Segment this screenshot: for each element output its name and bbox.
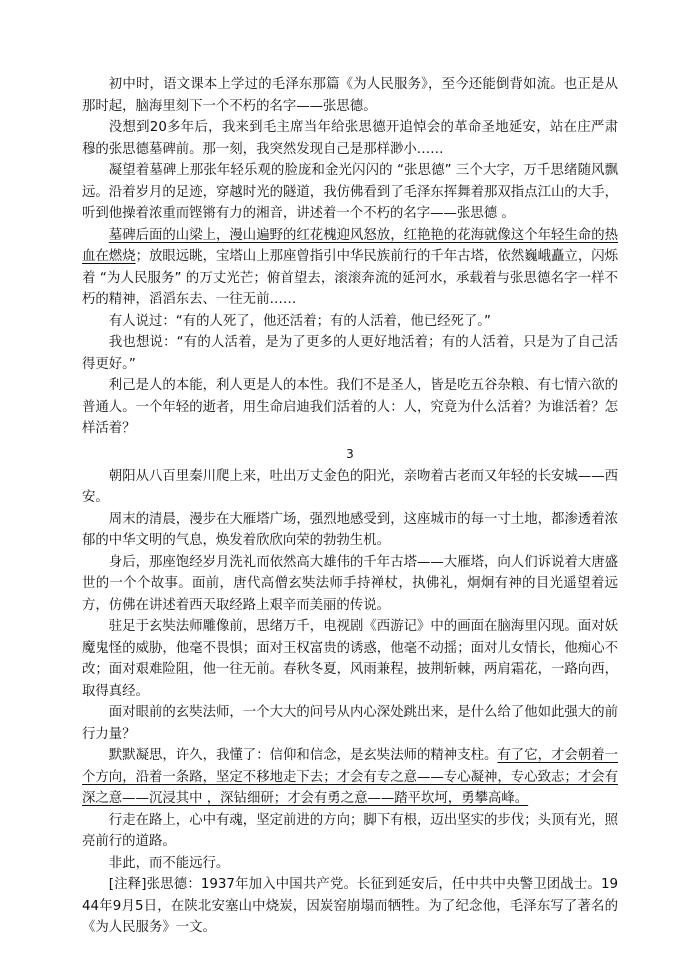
paragraph-5: 有人说过：“有的人死了，他还活着；有的人活着，他已经死了。” [108, 313, 491, 329]
paragraph-6: 我也想说：“有的人活着，是为了更多的人更好地活着；有的人活着，只是为了自己活得更好。” [82, 335, 618, 372]
paragraph-8: 朝阳从八百里秦川爬上来，吐出万丈金色的阳光，亲吻着古老而又年轻的长安城——西安。 [82, 468, 618, 505]
paragraph-9: 周末的清晨，漫步在大雁塔广场，强烈地感受到，这座城市的每一寸土地，都渗透着浓郁的中华文明的气息，焕发着欣欣向荣的勃勃生机。 [82, 511, 618, 548]
paragraph-12: 面对眼前的玄奘法师，一个大大的问号从内心深处跳出来，是什么给了他如此强大的前行力量？ [82, 705, 618, 742]
underlined-sentence: 墓碑后面的山梁上，漫山遍野的红花槐迎风怒放，红艳艳的花海就像这个年轻生命的热血在燃烧 [82, 227, 618, 264]
underlined-passage: 有了它，才会朝着一个方向，沿着一条路，坚定不移地走下去；才会有专之意——专心凝神，专心致志；才会有深之意——沉浸其中 ，深钻细研；才会有勇之意——踏平坎坷，勇攀高峰。 [82, 748, 618, 806]
paragraph-2: 没想到20多年后，我来到毛主席当年给张思德开追悼会的革命圣地延安，站在庄严肃穆的张思德墓碑前。那一刻，我突然发现自己是那样渺小…… [82, 120, 618, 157]
paragraph-13-plain: 默默凝思，许久，我懂了：信仰和信念，是玄奘法师的精神支柱。 [108, 748, 498, 763]
paragraph-11: 驻足于玄奘法师雕像前，思绪万千，电视剧《西游记》中的画面在脑海里闪现。面对妖魔鬼怪的威胁，他毫不畏惧；面对王权富贵的诱惑，他毫不动摇；面对儿女情长，他痴心不改；面对艰难险阻，他一往无前。春秋冬夏，风雨兼程，披荆斩棘，两肩霜花，一路向西，取得真经。 [82, 619, 618, 699]
paragraph-3: 凝望着墓碑上那张年轻乐观的脸庞和金光闪闪的 “张思德” 三个大字，万千思绪随风飘远。沿着岁月的足迹，穿越时光的隧道，我仿佛看到了毛泽东挥舞着那双指点江山的大手，听到他操着浓重而铿锵有力的湘音，讲述着一个不朽的名字——张思德 。 [82, 163, 618, 221]
paragraph-13 [82, 745, 618, 810]
section-number: 3 [346, 446, 354, 461]
paragraph-15: 非此，而不能远行。 [108, 855, 230, 871]
footnote: [注释]张思德：1937年加入中国共产党。长征到延安后，任中共中央警卫团战士。1944年9月5日，在陕北安塞山中烧炭，因炭窑崩塌而牺牲。为了纪念他，毛泽东写了著名的《为人民服务》一文。 [82, 877, 618, 935]
paragraph-10: 身后，那座饱经岁月洗礼而依然高大雄伟的千年古塔——大雁塔，向人们诉说着大唐盛世的一个个故事。面前，唐代高僧玄奘法师手持禅杖，执佛礼，炯炯有神的目光遥望着远方，仿佛在讲述着西天取经路上艰辛而美丽的传说。 [82, 554, 618, 613]
paragraph-4-rest: ；放眼远眺，宝塔山上那座曾指引中华民族前行的千年古塔，依然巍峨矗立，闪烁着 “为人民服务” 的万丈光芒；俯首望去，滚滚奔流的延河水，承载着与张思德名字一样不朽的精神，滔滔东去、一往无前…… [82, 249, 619, 307]
paragraph-7: 利己是人的本能，利人更是人的本性。我们不是圣人，皆是吃五谷杂粮、有七情六欲的普通人。一个年轻的逝者，用生命启迪我们活着的人：人，究竟为什么活着？为谁活着？怎样活着？ [82, 378, 618, 436]
paragraph-4 [82, 225, 618, 311]
paragraph-1: 初中时，语文课本上学过的毛泽东那篇《为人民服务》，至今还能倒背如流。也正是从那时起，脑海里刻下一个不朽的名字——张思德。 [82, 77, 618, 114]
paragraph-14: 行走在路上，心中有魂，坚定前进的方向；脚下有根，迈出坚实的步伐；头顶有光，照亮前行的道路。 [82, 812, 618, 849]
